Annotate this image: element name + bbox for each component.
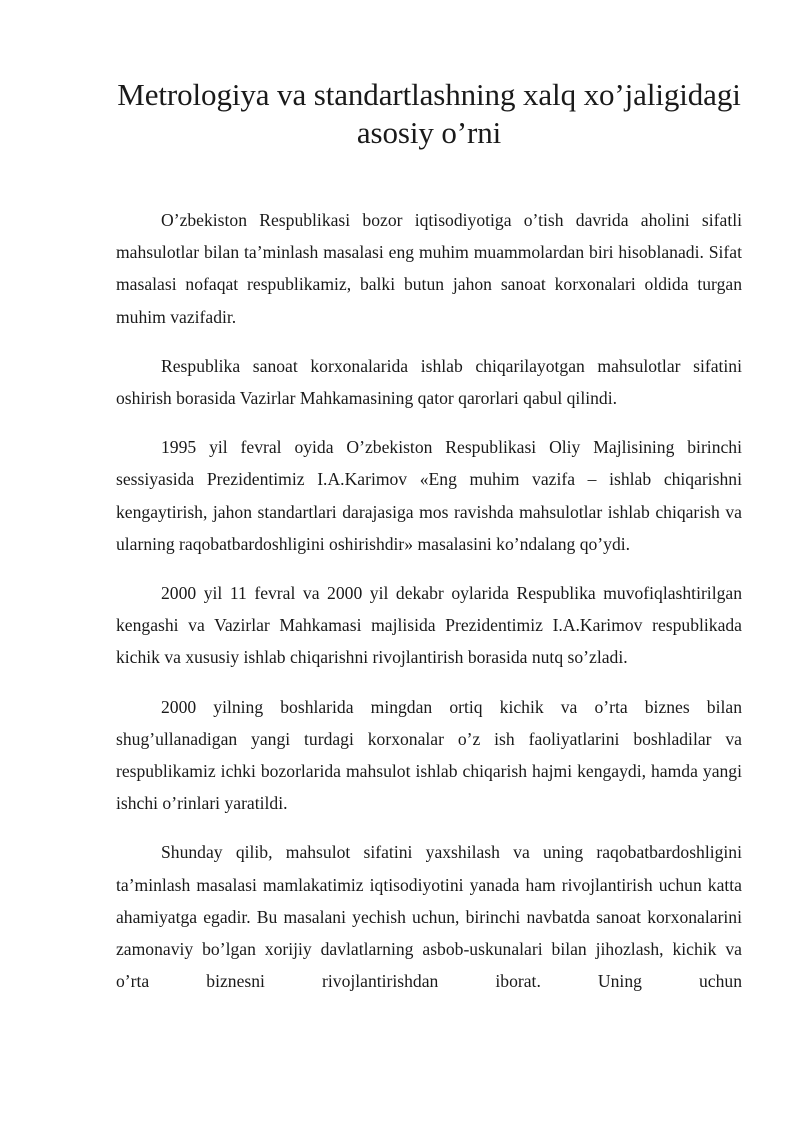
title-line-1: Metrologiya va standartlashning xalq xo’jaligidagi (117, 77, 741, 112)
paragraph-4: 2000 yil 11 fevral va 2000 yil dekabr oylarida Respublika muvofiqlashtirilgan kengashi va Vazirlar Mahkamasi majlisida Prezidentimiz I.A.Karimov respublikada kichik va xususiy ishlab chiqarishni rivojlantirish borasida nutq so’zladi. (116, 583, 742, 668)
paragraph-3: 1995 yil fevral oyida O’zbekiston Respublikasi Oliy Majlisining birinchi sessiyasida Prezidentimiz I.A.Karimov «Eng muhim vazifa – ishlab chiqarishni kengaytirish, jahon standartlari darajasiga mos ravishda mahsulotlar ishlab chiqarish va ularning raqobatbardoshligini oshirishdir» masalasini ko’ndalang qo’ydi. (116, 437, 742, 554)
document-title (116, 76, 742, 152)
paragraph-2: Respublika sanoat korxonalarida ishlab chiqarilayotgan mahsulotlar sifatini oshirish borasida Vazirlar Mahkamasining qator qarorlari qabul qilindi. (116, 355, 742, 409)
title-line-2: asosiy o’rni (356, 115, 502, 150)
document-page (116, 76, 742, 1014)
paragraph-1: O’zbekiston Respublikasi bozor iqtisodiyotiga o’tish davrida aholini sifatli mahsulotlar bilan ta’minlash masalasi eng muhim muammolardan biri hisoblanadi. Sifat masalasi nofaqat respublikamiz, balki butun jahon sanoat korxonalari oldida turgan muhim vazifadir. (116, 210, 742, 327)
document-body (116, 204, 742, 997)
paragraph-6: Shunday qilib, mahsulot sifatini yaxshilash va uning raqobatbardoshligini ta’minlash masalasi mamlakatimiz iqtisodiyotini yanada ham rivojlantirish uchun katta ahamiyatga egadir. Bu masalani yechish uchun, birinchi navbatda sanoat korxonalarini zamonaviy bo’lgan xorijiy davlatlarning asbob-uskunalari bilan jihozlash, kichik va o’rta biznesni rivojlantirishdan iborat. Uning uchun (116, 842, 742, 992)
paragraph-5: 2000 yilning boshlarida mingdan ortiq kichik va o’rta biznes bilan shug’ullanadigan yangi turdagi korxonalar o’z ish faoliyatlarini boshladilar va respublikamiz ichki bozorlarida mahsulot ishlab chiqarish hajmi kengaydi, hamda yangi ishchi o’rinlari yaratildi. (116, 696, 742, 814)
